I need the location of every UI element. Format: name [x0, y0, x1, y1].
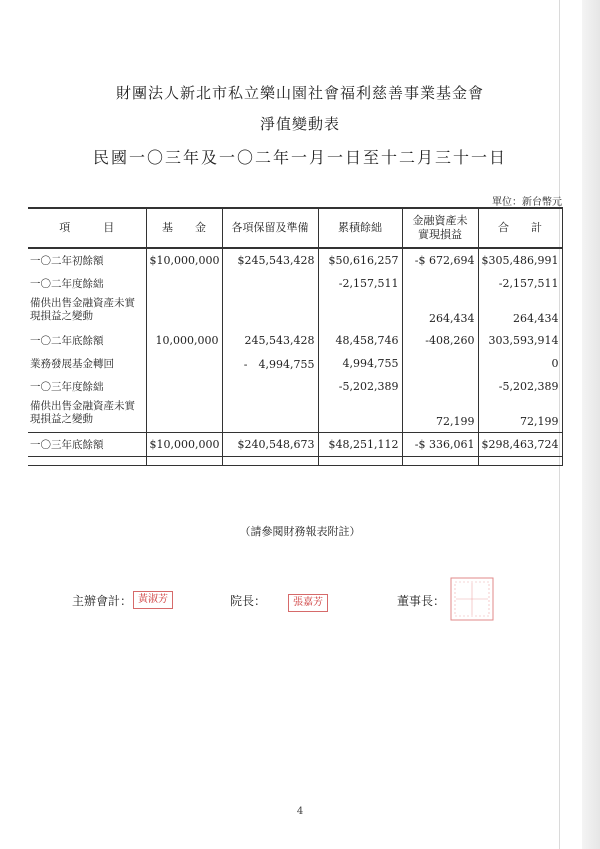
cell-reserves [222, 295, 318, 329]
cell-fund [146, 272, 222, 295]
col-header-unrealized: 金融資產未實現損益 [402, 208, 478, 248]
empty-cell [146, 457, 222, 466]
accountant-stamp: 黃淑芳 [133, 591, 173, 609]
col-header-total: 合 計 [478, 208, 562, 248]
double-rule-row [28, 457, 562, 466]
row-label: 業務發展基金轉回 [28, 352, 146, 375]
cell-accumulated: -2,157,511 [318, 272, 402, 295]
empty-cell [478, 457, 562, 466]
cell-reserves: - 4,994,755 [222, 352, 318, 375]
org-title: 財團法人新北市私立樂山園社會福利慈善事業基金會 [115, 84, 484, 102]
row-label: 一〇二年度餘絀 [28, 272, 146, 295]
cell-total: -5,202,389 [478, 375, 562, 398]
cell-unrealized [402, 352, 478, 375]
table-row [28, 352, 562, 375]
col-header-accumulated: 累積餘絀 [318, 208, 402, 248]
director-label: 院長： [230, 594, 267, 608]
cell-accumulated: -5,202,389 [318, 375, 402, 398]
report-title: 淨值變動表 [259, 115, 340, 133]
cell-unrealized: -$ 336,061 [402, 433, 478, 457]
cell-fund [146, 295, 222, 329]
chairman-seal-icon [450, 577, 494, 621]
currency-unit: 單位：新台幣元 [492, 197, 562, 208]
cell-accumulated: 48,458,746 [318, 329, 402, 352]
empty-cell [28, 457, 146, 466]
cell-fund [146, 375, 222, 398]
row-label: 備供出售金融資產未實現損益之變動 [28, 398, 146, 433]
table-row [28, 329, 562, 352]
table-row [28, 398, 562, 433]
cell-total: 303,593,914 [478, 329, 562, 352]
cell-fund: $10,000,000 [146, 248, 222, 272]
table-row [28, 272, 562, 295]
cell-accumulated [318, 295, 402, 329]
cell-unrealized [402, 375, 478, 398]
col-header-item: 項 目 [28, 208, 146, 248]
cell-fund [146, 352, 222, 375]
cell-accumulated: 4,994,755 [318, 352, 402, 375]
cell-total: $305,486,991 [478, 248, 562, 272]
row-label: 一〇二年底餘額 [28, 329, 146, 352]
page-number: 4 [296, 806, 304, 817]
cell-fund: $10,000,000 [146, 433, 222, 457]
cell-unrealized: -$ 672,694 [402, 248, 478, 272]
cell-reserves [222, 272, 318, 295]
chairman-label: 董事長： [397, 594, 446, 608]
cell-total: -2,157,511 [478, 272, 562, 295]
empty-cell [318, 457, 402, 466]
empty-cell [222, 457, 318, 466]
cell-unrealized [402, 272, 478, 295]
cell-total: 264,434 [478, 295, 562, 329]
cell-reserves: $240,548,673 [222, 433, 318, 457]
cell-total: 0 [478, 352, 562, 375]
cell-total: 72,199 [478, 398, 562, 433]
cell-accumulated [318, 398, 402, 433]
director-stamp: 張嘉芳 [288, 594, 328, 612]
cell-accumulated: $48,251,112 [318, 433, 402, 457]
cell-accumulated: $50,616,257 [318, 248, 402, 272]
cell-fund: 10,000,000 [146, 329, 222, 352]
table-row [28, 375, 562, 398]
empty-cell [402, 457, 478, 466]
footnote: （請參閱財務報表附註） [239, 525, 361, 538]
table-row [28, 248, 562, 272]
cell-reserves [222, 375, 318, 398]
table-row [28, 295, 562, 329]
table-row [28, 433, 562, 457]
row-label: 備供出售金融資產未實現損益之變動 [28, 295, 146, 329]
cell-reserves [222, 398, 318, 433]
col-header-reserves: 各項保留及準備 [222, 208, 318, 248]
report-period: 民國一〇三年及一〇二年一月一日至十二月三十一日 [92, 148, 507, 167]
cell-unrealized: -408,260 [402, 329, 478, 352]
cell-unrealized: 264,434 [402, 295, 478, 329]
cell-reserves: $245,543,428 [222, 248, 318, 272]
col-header-fund: 基 金 [146, 208, 222, 248]
cell-fund [146, 398, 222, 433]
accountant-label: 主辦會計： [72, 594, 133, 608]
cell-unrealized: 72,199 [402, 398, 478, 433]
table-header-row [28, 208, 562, 248]
row-label: 一〇二年初餘額 [28, 248, 146, 272]
row-label: 一〇三年度餘絀 [28, 375, 146, 398]
cell-reserves: 245,543,428 [222, 329, 318, 352]
equity-changes-table [28, 207, 563, 466]
row-label: 一〇三年底餘額 [28, 433, 146, 457]
cell-total: $298,463,724 [478, 433, 562, 457]
